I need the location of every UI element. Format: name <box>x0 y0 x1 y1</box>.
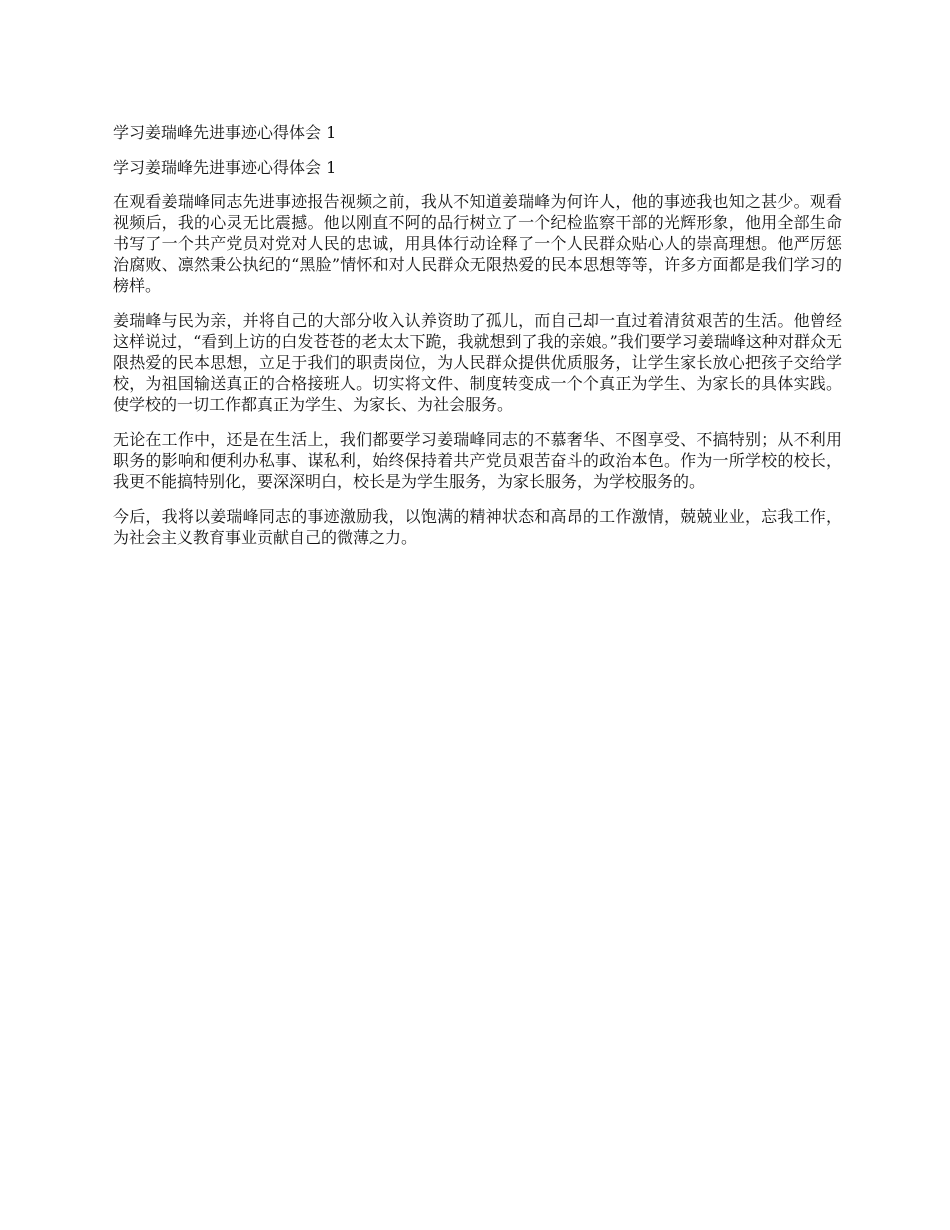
document-subtitle: 学习姜瑞峰先进事迹心得体会 1 <box>113 158 337 177</box>
paragraph-1: 在观看姜瑞峰同志先进事迹报告视频之前，我从不知道姜瑞峰为何许人，他的事迹我也知之甚少。观看视频后，我的心灵无比震撼。他以刚直不阿的品行树立了一个纪检监察干部的光辉形象，他用全部生命书写了一个共产党员对党对人民的忠诚，用具体行动诠释了一个人民群众贴心人的崇高理想。他严厉惩治腐败、凛然秉公执纪的“黑脸”情怀和对人民群众无限热爱的民本思想等等，许多方面都是我们学习的榜样。 <box>113 192 842 295</box>
document-title: 学习姜瑞峰先进事迹心得体会 1 <box>113 123 337 142</box>
paragraph-4: 今后，我将以姜瑞峰同志的事迹激励我，以饱满的精神状态和高昂的工作激情，兢兢业业，忘我工作，为社会主义教育事业贡献自己的微薄之力。 <box>113 507 842 547</box>
paragraph-2: 姜瑞峰与民为亲，并将自己的大部分收入认养资助了孤儿，而自己却一直过着清贫艰苦的生活。他曾经这样说过，“看到上访的白发苍苍的老太太下跪，我就想到了我的亲娘。”我们要学习姜瑞峰这种对群众无限热爱的民本思想，立足于我们的职责岗位，为人民群众提供优质服务，让学生家长放心把孩子交给学校，为祖国输送真正的合格接班人。切实将文件、制度转变成一个个真正为学生、为家长的具体实践。使学校的一切工作都真正为学生、为家长、为社会服务。 <box>113 311 842 414</box>
document-page <box>113 122 842 562</box>
paragraph-3: 无论在工作中，还是在生活上，我们都要学习姜瑞峰同志的不慕奢华、不图享受、不搞特别；从不利用职务的影响和便利办私事、谋私利，始终保持着共产党员艰苦奋斗的政治本色。作为一所学校的校长，我更不能搞特别化，要深深明白，校长是为学生服务，为家长服务，为学校服务的。 <box>113 430 842 491</box>
